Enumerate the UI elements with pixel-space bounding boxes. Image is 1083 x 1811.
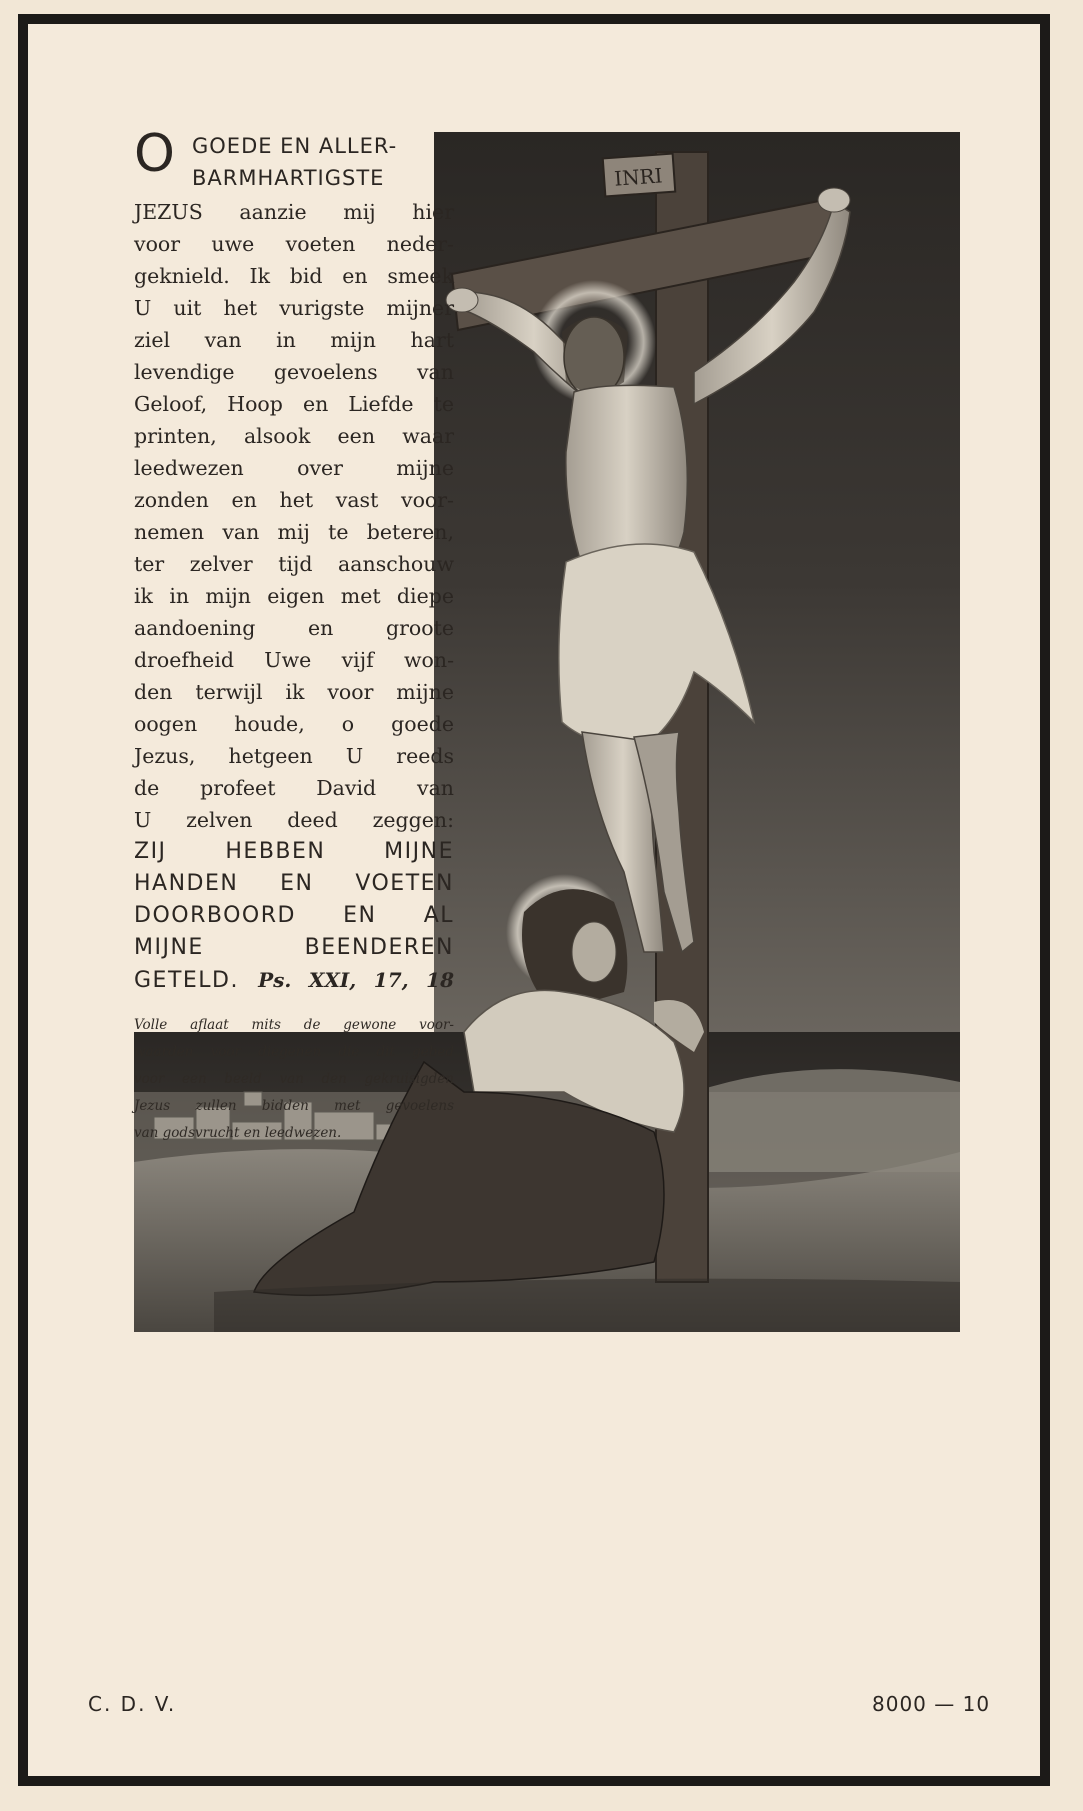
psalm-reference: Ps. XXI, 17, 18 [258,968,454,992]
publisher-mark: C. D. V. [88,1692,177,1716]
indulgence-line: waarden voor diegenen die dit gebed [134,1044,454,1060]
prayer-text [134,124,454,997]
prayer-line: U uit het vurigste mijner [134,296,454,320]
indulgence-line: Jezus zullen bidden met gevoelens [134,1098,454,1114]
prayer-line: ter zelver tijd aanschouw [134,552,454,576]
psalm-quote [134,836,454,997]
prayer-line: nemen van mij te beteren, [134,520,454,544]
quote-line: ZIJ HEBBEN MIJNE [134,839,454,864]
prayer-line: oogen houde, o goede [134,712,454,736]
prayer-line: levendige gevoelens van [134,360,454,384]
prayer-line: JEZUS aanzie mij hier [134,200,454,224]
quote-line: HANDEN EN VOETEN [134,871,454,896]
prayer-line: voor uwe voeten neder- [134,232,454,256]
prayer-line: ik in mijn eigen met diepe [134,584,454,608]
prayer-line: printen, alsook een waar [134,424,454,448]
prayer-opening [134,124,454,196]
opening-caps-line-2: BARMHARTIGSTE [192,166,385,190]
indulgence-line: van godsvrucht en leedwezen. [134,1125,342,1141]
quote-last-word: GETELD. [134,968,239,993]
indulgence-line: Volle aflaat mits de gewone voor- [134,1017,454,1033]
prayer-line: den terwijl ik voor mijne [134,680,454,704]
quote-line: MIJNE BEENDEREN [134,935,454,960]
prayer-line: droefheid Uwe vijf won- [134,648,454,672]
prayer-line: U zelven deed zeggen: [134,808,454,832]
prayer-line: zonden en het vast voor- [134,488,454,512]
indulgence-note [134,1012,454,1147]
prayer-line: Jezus, hetgeen U reeds [134,744,454,768]
prayer-line: aandoening en groote [134,616,454,640]
initial-letter: O [134,124,175,184]
prayer-line: leedwezen over mijne [134,456,454,480]
prayer-line: de profeet David van [134,776,454,800]
card-number: 8000 — 10 [872,1692,991,1716]
prayer-line: geknield. Ik bid en smeek [134,264,454,288]
quote-line: DOORBOORD EN AL [134,903,454,928]
opening-caps-line-1: GOEDE EN ALLER- [192,134,398,158]
titulus-text: INRI [613,163,664,191]
prayer-body [134,196,454,836]
quote-last-line [134,964,454,997]
prayer-line: ziel van in mijn hart [134,328,454,352]
indulgence-line: voor een beeld van den gekruisigden [134,1071,454,1087]
prayer-line: Geloof, Hoop en Liefde te [134,392,454,416]
